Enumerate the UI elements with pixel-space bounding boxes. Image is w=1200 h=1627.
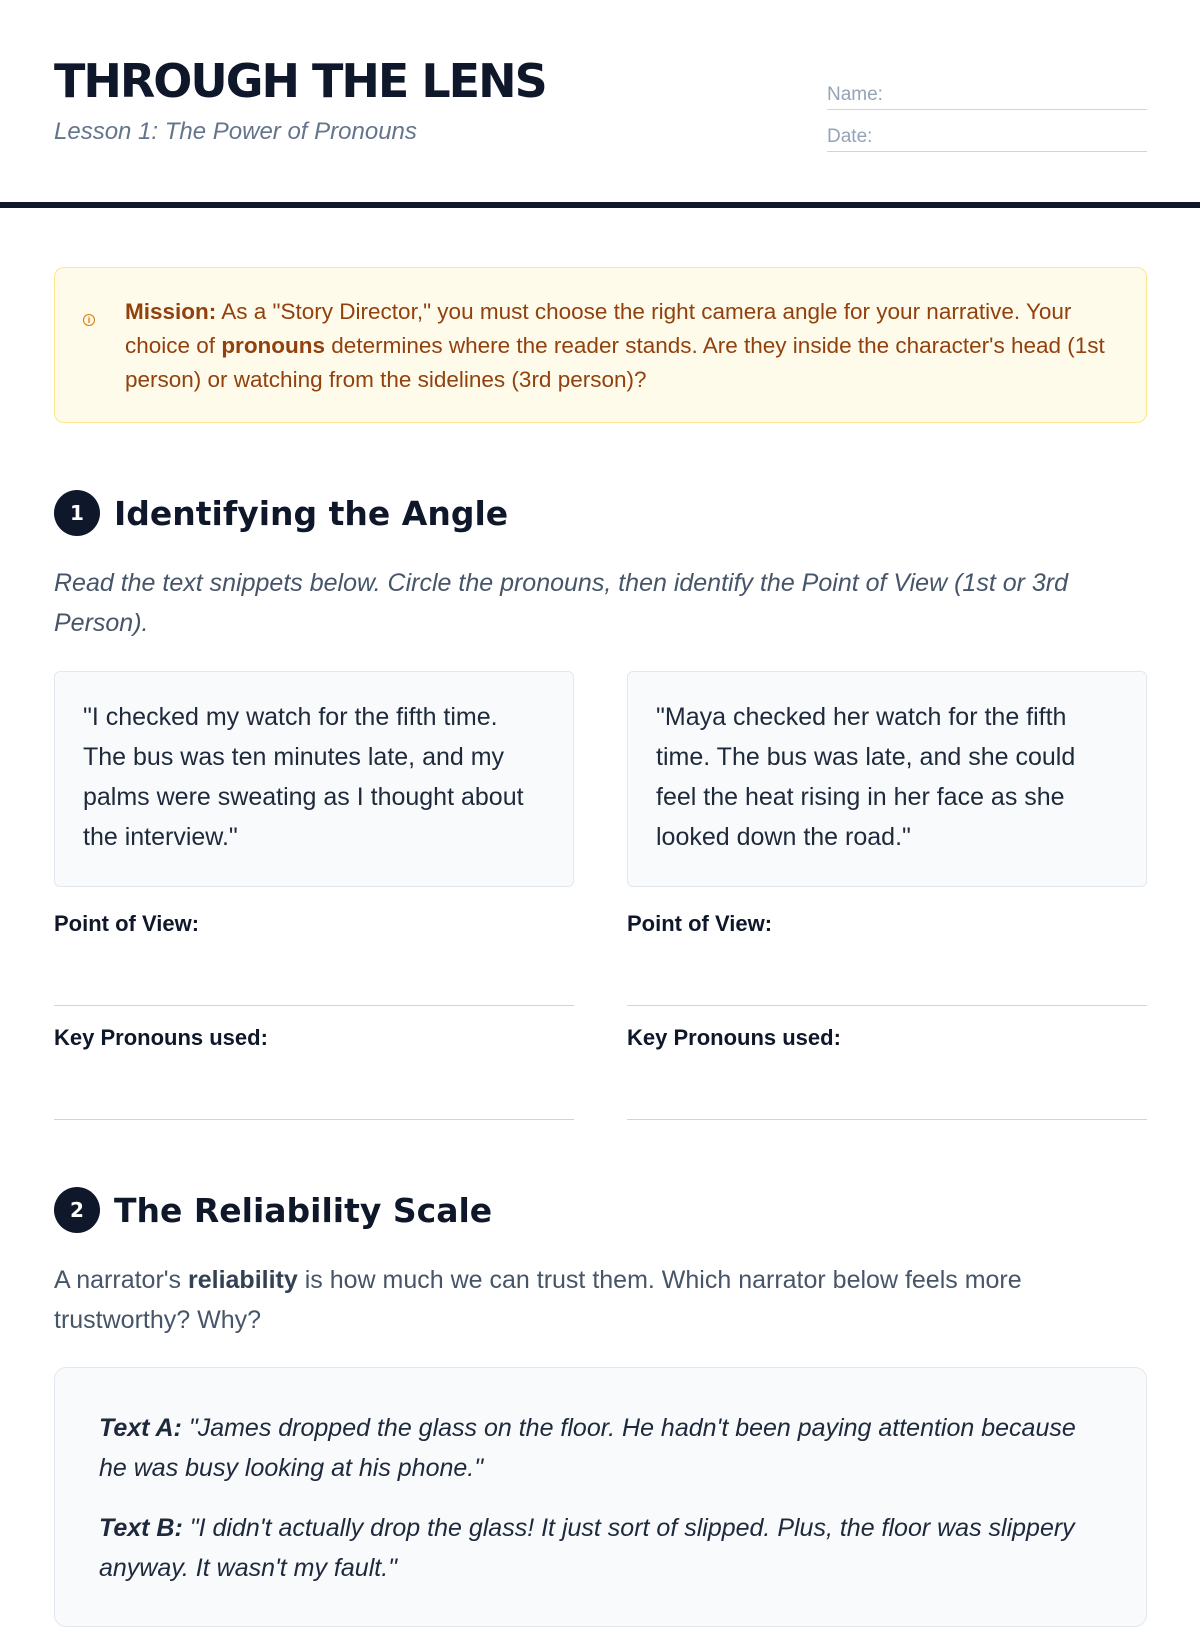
section-number-badge: 1 xyxy=(54,490,100,536)
pov-label: Point of View: xyxy=(54,911,200,936)
text-a-quote: "James dropped the glass on the floor. He hadn't been paying attention because he was busy looking at his phone." xyxy=(99,1414,1076,1482)
pov-label: Point of View: xyxy=(627,911,773,936)
section-title: Identifying the Angle xyxy=(114,493,509,533)
section-2-heading xyxy=(54,1187,492,1233)
mission-text-part-2: determines where the reader stands. Are they inside the character's head (1st person) or watching from the sidelines (3rd person)? xyxy=(125,333,1105,392)
worksheet-title: THROUGH THE LENS xyxy=(54,54,546,108)
lesson-subtitle: Lesson 1: The Power of Pronouns xyxy=(54,118,417,145)
section-1-heading xyxy=(54,490,508,536)
section-2-intro xyxy=(54,1260,1147,1340)
section-number-badge: 2 xyxy=(54,1187,100,1233)
text-a-label: Text A: xyxy=(99,1414,182,1442)
pronouns-answer-line[interactable] xyxy=(627,1119,1147,1120)
intro-text-part-1: A narrator's xyxy=(54,1266,188,1294)
text-b xyxy=(99,1508,1102,1588)
section-1-instructions: Read the text snippets below. Circle the pronouns, then identify the Point of View (1st or 3rd Person). xyxy=(54,569,1069,637)
intro-text-part-2: is how much we can trust them. Which narrator below feels more trustworthy? Why? xyxy=(54,1266,1022,1334)
info-circle-icon: i xyxy=(83,314,95,326)
date-field[interactable] xyxy=(827,126,1147,152)
name-label: Name: xyxy=(827,84,883,105)
pronouns-answer-line[interactable] xyxy=(54,1119,574,1120)
text-b-quote: "I didn't actually drop the glass! It just sort of slipped. Plus, the floor was slippery anyway. It wasn't my fault." xyxy=(99,1514,1075,1582)
worksheet-header xyxy=(0,0,1200,208)
text-snippet-third-person: "Maya checked her watch for the fifth time. The bus was late, and she could feel the heat rising in her face as she looked down the road." xyxy=(627,671,1147,887)
pov-answer-line[interactable] xyxy=(627,1005,1147,1006)
section-title: The Reliability Scale xyxy=(114,1190,493,1230)
pronouns-label: Key Pronouns used: xyxy=(627,1025,841,1050)
pov-answer-line[interactable] xyxy=(54,1005,574,1006)
text-a xyxy=(99,1408,1102,1488)
name-field[interactable] xyxy=(827,84,1147,110)
intro-bold-word: reliability xyxy=(188,1266,298,1294)
mission-text-part-1: As a "Story Director," you must choose the right camera angle for your narrative. Your choice of xyxy=(125,299,1072,358)
text-b-label: Text B: xyxy=(99,1514,183,1542)
mission-label: Mission: xyxy=(125,299,217,324)
narrator-texts-box xyxy=(54,1367,1147,1627)
pronouns-label: Key Pronouns used: xyxy=(54,1025,268,1050)
mission-bold-word: pronouns xyxy=(221,333,326,358)
mission-callout xyxy=(54,267,1147,423)
date-label: Date: xyxy=(827,126,873,147)
text-snippet-first-person: "I checked my watch for the fifth time. The bus was ten minutes late, and my palms were sweating as I thought about the interview." xyxy=(54,671,574,887)
